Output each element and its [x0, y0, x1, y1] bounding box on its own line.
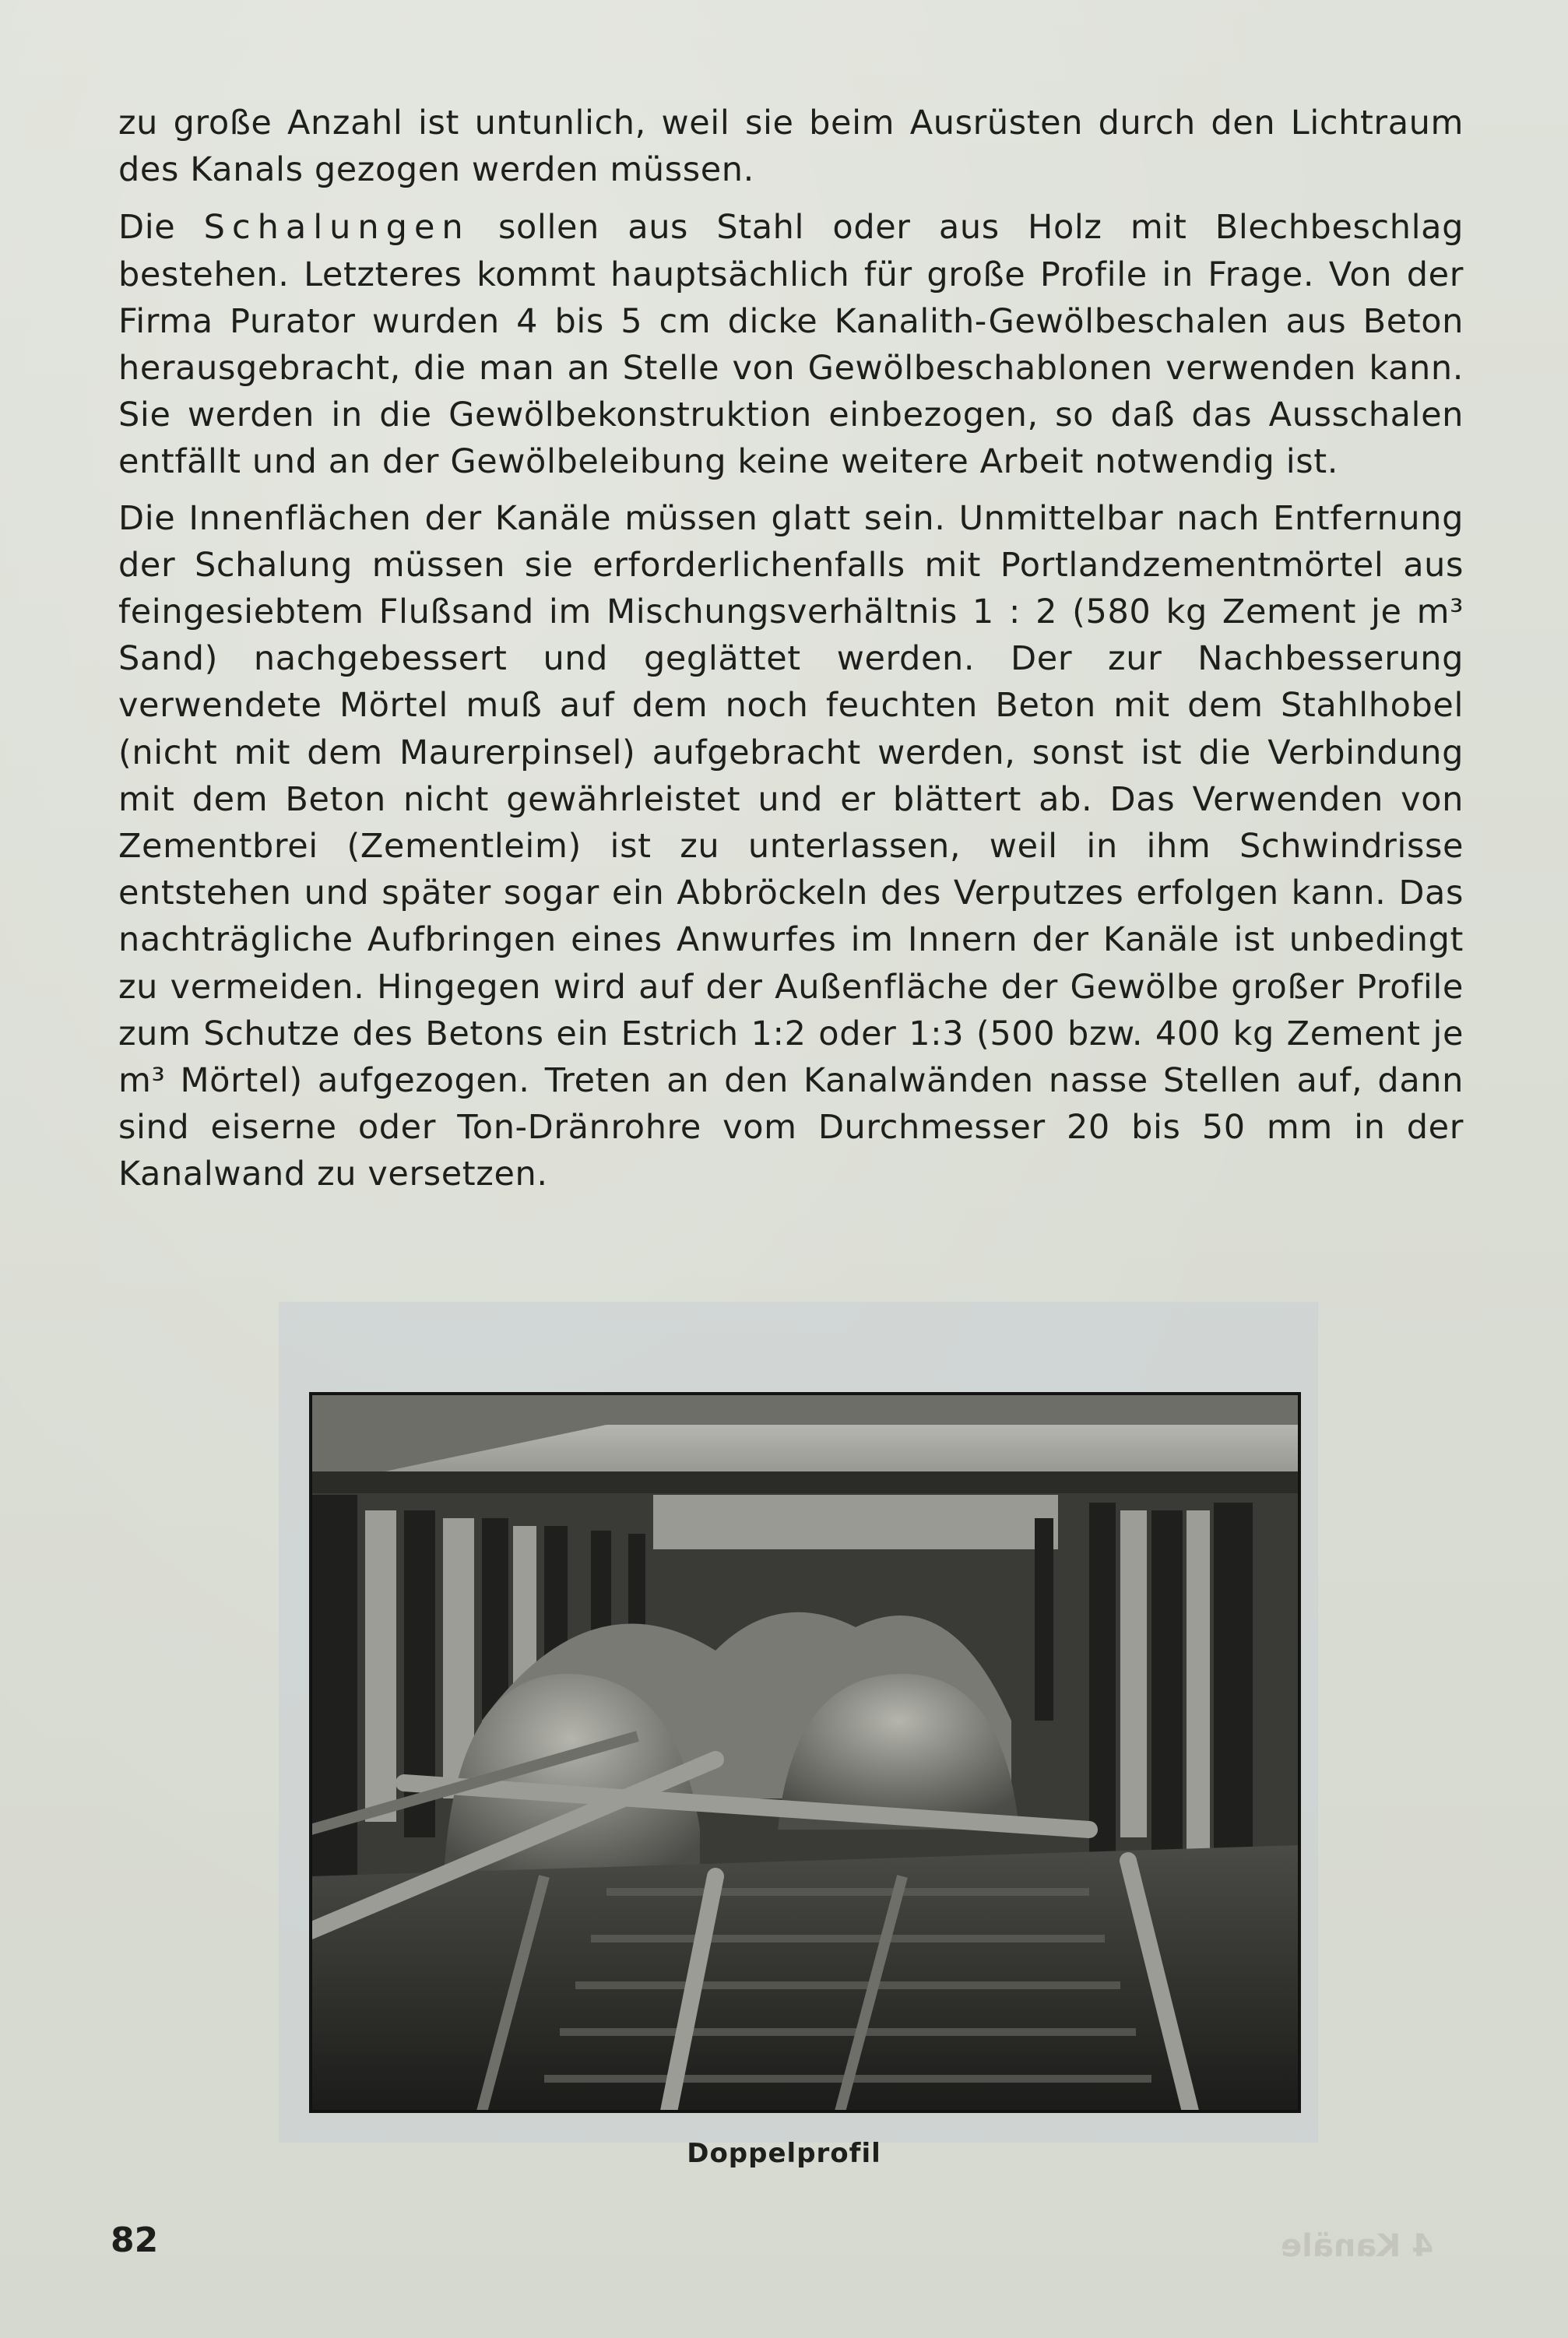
figure-caption: Doppelprofil: [687, 2138, 881, 2169]
paragraph-2: [118, 204, 1464, 485]
figure-photo: [309, 1392, 1301, 2113]
tunnel-formwork-photo: [311, 1394, 1299, 2111]
paragraph-2-lead: Die: [118, 208, 204, 248]
page-number: 82: [111, 2220, 159, 2260]
emphasized-term: Schalungen: [203, 208, 470, 248]
paragraph-2-rest: sollen aus Stahl oder aus Holz mit Blechbeschlag bestehen. Letzteres kommt hauptsächlich für große Profile in Frage. Von der Firma Purator wurden 4 bis 5 cm dicke Kanalith-Gewölbeschalen aus Beton herausgebracht, die man an Stelle von Gewölbeschablonen verwenden kann. Sie werden in die Gewölbekonstruktion einbezogen, so daß das Ausschalen entfällt und an der Gewölbeleibung keine weitere Arbeit notwendig ist.: [118, 208, 1464, 482]
paragraph-3: Die Innenflächen der Kanäle müssen glatt sein. Unmittelbar nach Entfernung der Schalung müssen sie erforderlichenfalls mit Portlandzementmörtel aus feingesiebtem Flußsand im Mischungsverhältnis 1 : 2 (580 kg Zement je m³ Sand) nachgebessert und geglättet werden. Der zur Nachbesserung verwendete Mörtel muß auf dem noch feuchten Beton mit dem Stahlhobel (nicht mit dem Maurerpinsel) aufgebracht werden, sonst ist die Verbindung mit dem Beton nicht gewährleistet und er blättert ab. Das Verwenden von Zementbrei (Zementleim) ist zu unterlassen, weil in ihm Schwindrisse entstehen und später sogar ein Abbröckeln des Verputzes erfolgen kann. Das nachträgliche Aufbringen eines Anwurfes im Innern der Kanäle ist unbedingt zu vermeiden. Hingegen wird auf der Außenfläche der Gewölbe großer Profile zum Schutze des Betons ein Estrich 1:2 oder 1:3 (500 bzw. 400 kg Zement je m³ Mörtel) aufgezogen. Treten an den Kanalwänden nasse Stellen auf, dann sind eiserne oder Ton-Dränrohre vom Durchmesser 20 bis 50 mm in der Kanalwand zu versetzen.: [118, 498, 1464, 1194]
paragraph-1: zu große Anzahl ist untunlich, weil sie beim Ausrüsten durch den Lichtraum des Kanals gezogen werden müssen.: [118, 104, 1464, 190]
bleed-through-text: 4 Kanäle: [1281, 2228, 1434, 2264]
body-text: [118, 100, 1464, 1208]
